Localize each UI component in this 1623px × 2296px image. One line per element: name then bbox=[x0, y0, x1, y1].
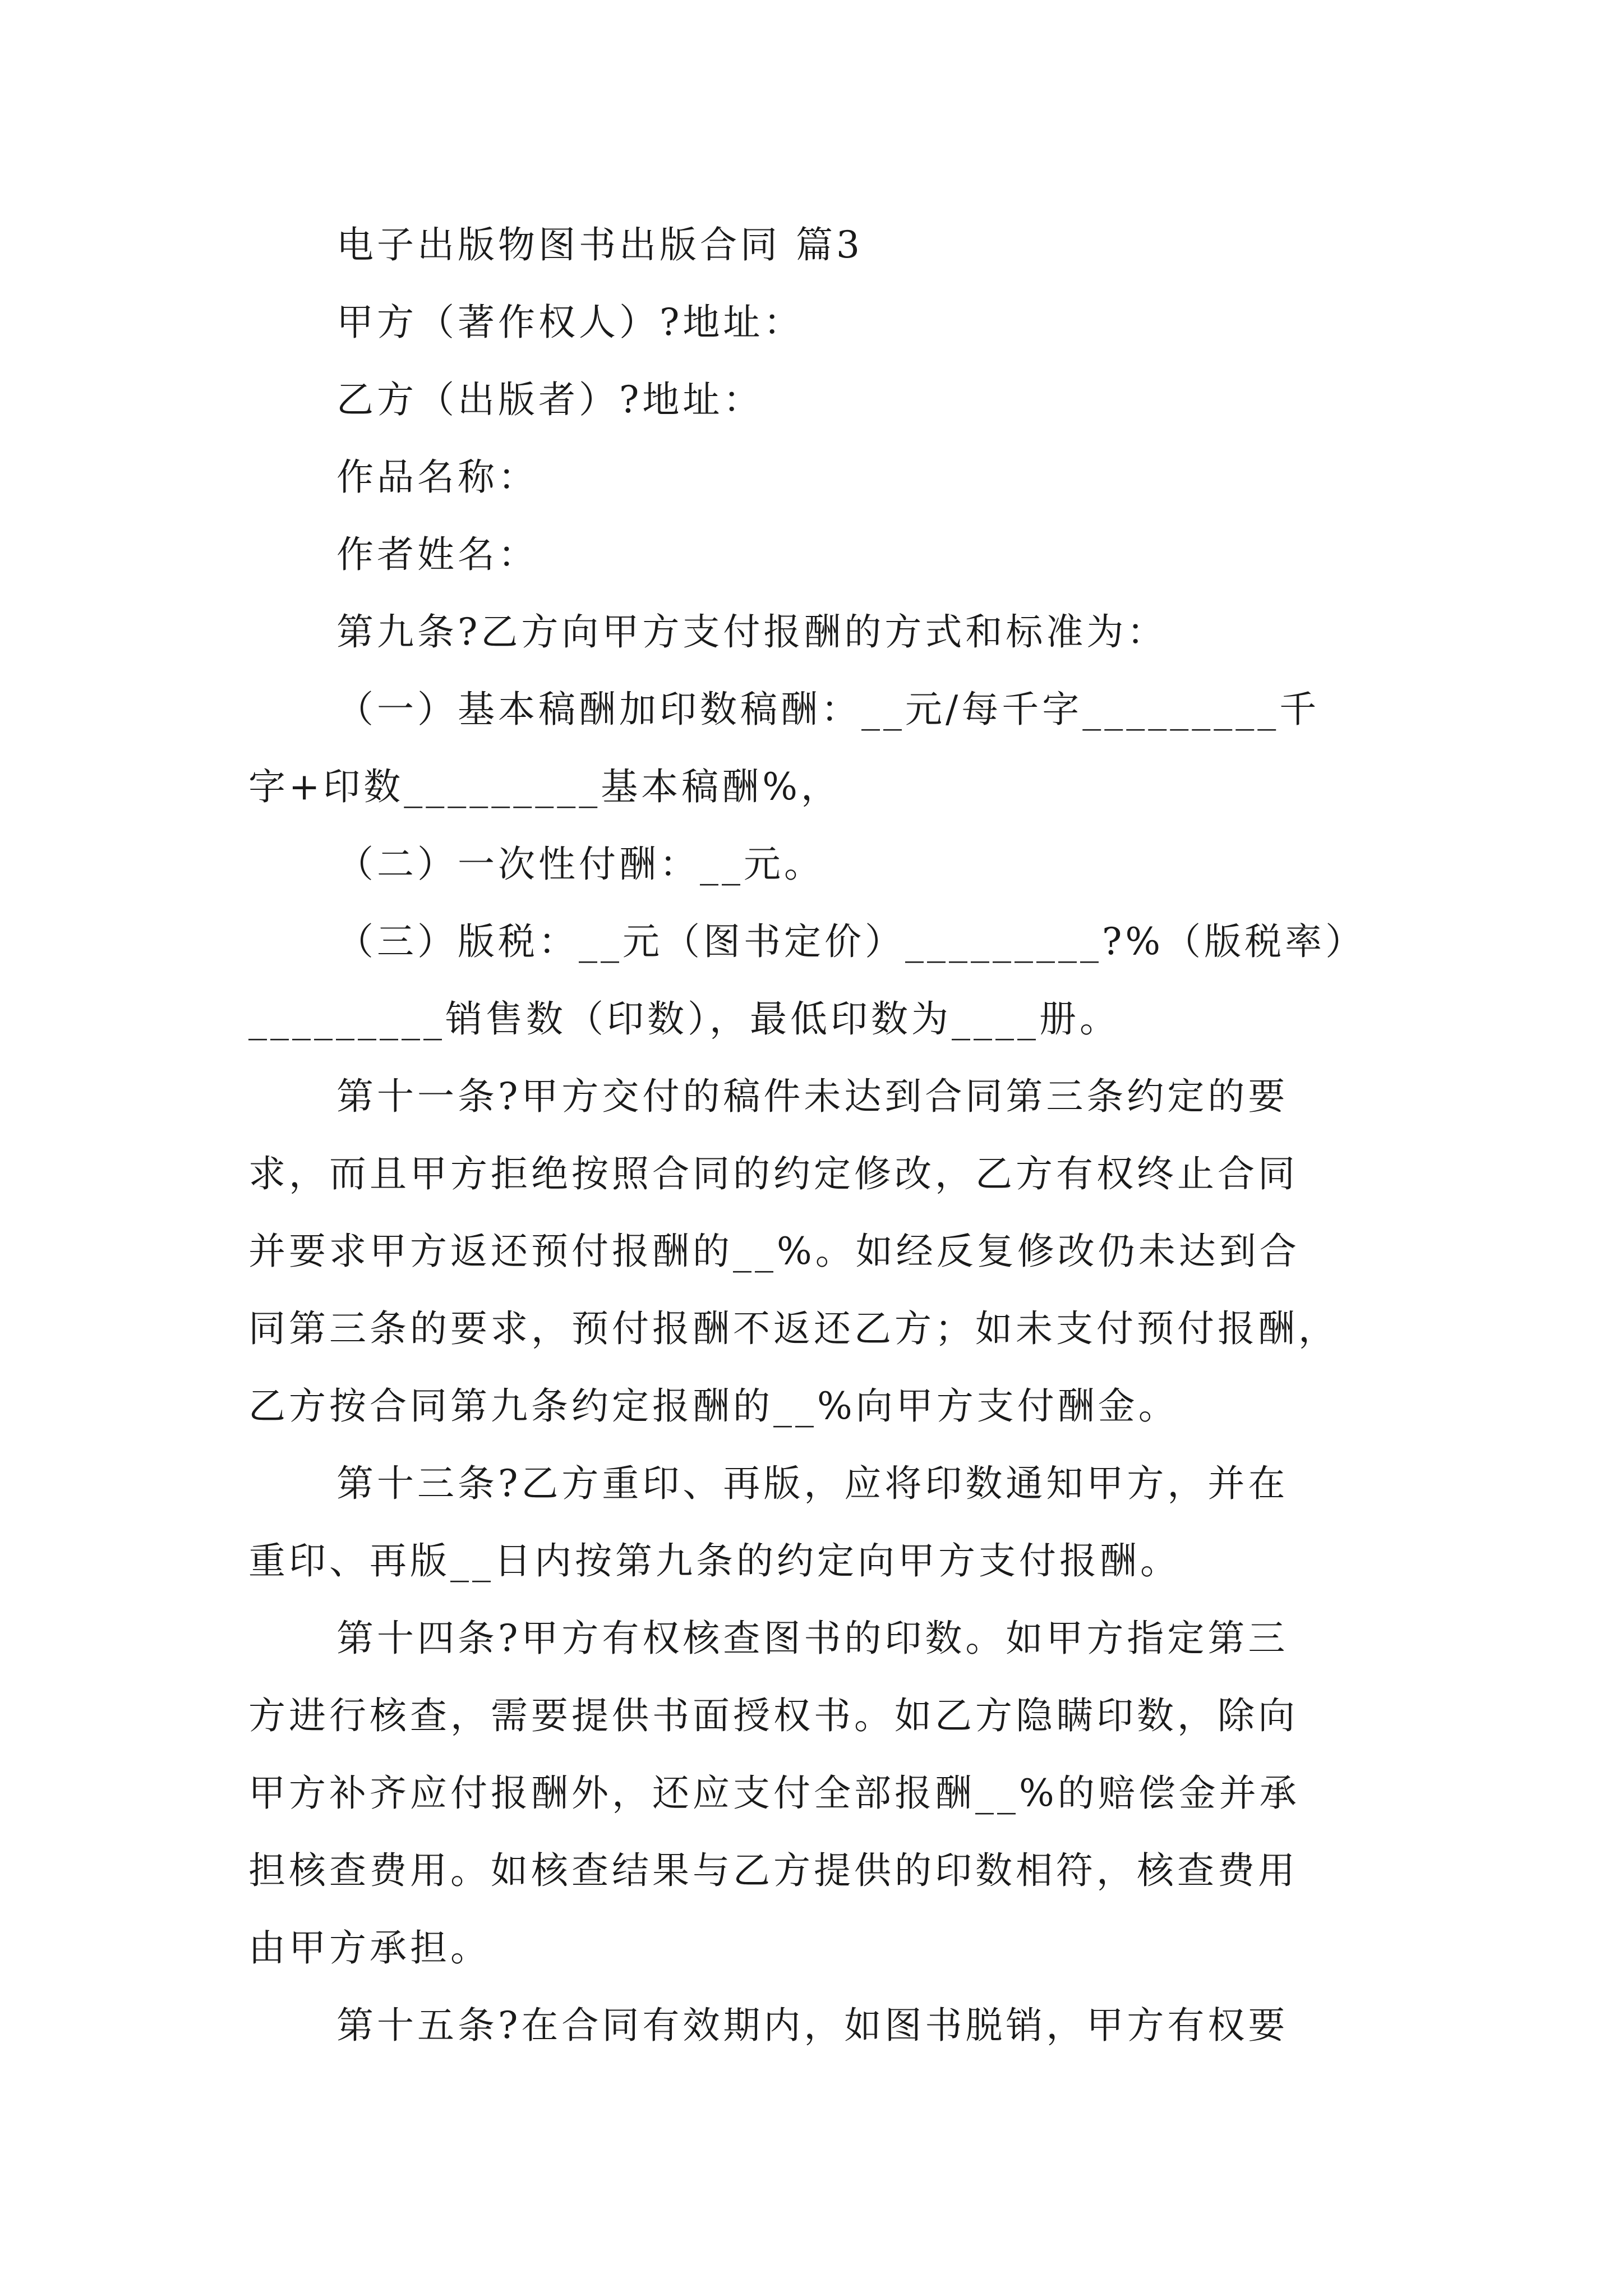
article-11-line-5: 乙方按合同第九条约定报酬的__%向甲方支付酬金。 bbox=[248, 1384, 1179, 1428]
party-b-line: 乙方（出版者）?地址： bbox=[336, 378, 764, 421]
article-14-line-5: 由甲方承担。 bbox=[248, 1926, 491, 1970]
article-9-heading: 第九条?乙方向甲方支付报酬的方式和标准为： bbox=[336, 610, 1168, 654]
party-a-line: 甲方（著作权人）?地址： bbox=[336, 301, 804, 344]
article-11-line-1: 第十一条?甲方交付的稿件未达到合同第三条约定的要 bbox=[336, 1075, 1289, 1118]
article-9-item-1: （一）基本稿酬加印数稿酬：__元/每千字_________千 bbox=[336, 688, 1320, 731]
article-9-item-2: （二）一次性付酬：__元。 bbox=[336, 843, 824, 886]
article-9-item-3: （三）版税：__元（图书定价）_________?%（版税率） bbox=[336, 920, 1366, 963]
article-15-line-1: 第十五条?在合同有效期内，如图书脱销，甲方有权要 bbox=[336, 2004, 1289, 2047]
author-name-line: 作者姓名： bbox=[336, 533, 538, 576]
article-13-line-2: 重印、再版__日内按第九条的约定向甲方支付报酬。 bbox=[248, 1539, 1181, 1582]
document-title: 电子出版物图书出版合同 篇3 bbox=[336, 223, 863, 266]
article-14-line-3: 甲方补齐应付报酬外，还应支付全部报酬__%的赔偿金并承 bbox=[248, 1772, 1300, 1815]
article-9-item-1-cont: 字+印数_________基本稿酬%， bbox=[248, 765, 842, 808]
article-11-line-3: 并要求甲方返还预付报酬的__%。如经反复修改仍未达到合 bbox=[248, 1230, 1300, 1273]
article-13-line-1: 第十三条?乙方重印、再版，应将印数通知甲方，并在 bbox=[336, 1462, 1289, 1505]
article-14-line-1: 第十四条?甲方有权核查图书的印数。如甲方指定第三 bbox=[336, 1617, 1289, 1660]
article-14-line-2: 方进行核查，需要提供书面授权书。如乙方隐瞒印数，除向 bbox=[248, 1694, 1298, 1737]
article-14-line-4: 担核查费用。如核查结果与乙方提供的印数相符，核查费用 bbox=[248, 1849, 1298, 1892]
article-11-line-4: 同第三条的要求，预付报酬不返还乙方；如未支付预付报酬， bbox=[248, 1307, 1339, 1350]
article-11-line-2: 求，而且甲方拒绝按照合同的约定修改，乙方有权终止合同 bbox=[248, 1152, 1298, 1195]
article-9-item-3-cont: _________销售数（印数），最低印数为____册。 bbox=[248, 997, 1120, 1041]
work-title-line: 作品名称： bbox=[336, 455, 538, 499]
